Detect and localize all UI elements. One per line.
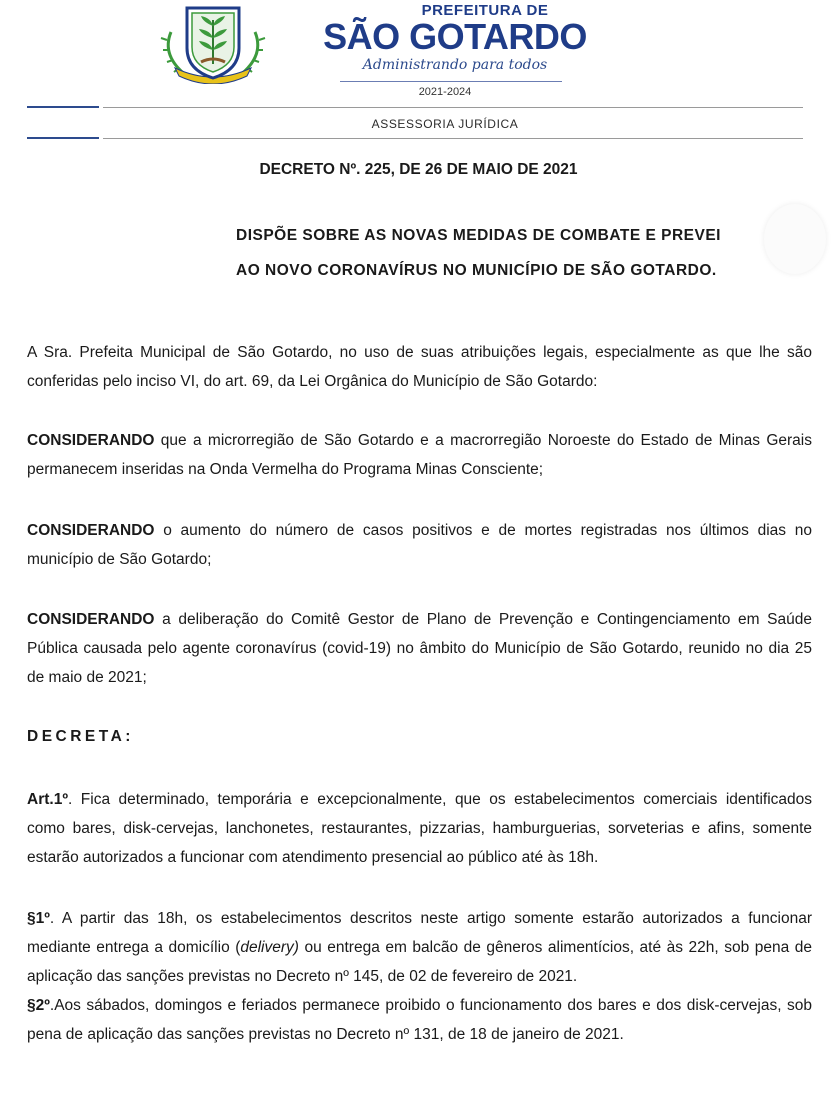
section-1-text-a: . A partir das 18h, os estabelecimentos descritos neste artigo somente estarão autorizados a funcionar mediante entrega a domicílio ( bbox=[27, 910, 812, 956]
brand-years: 2021-2024 bbox=[418, 86, 472, 98]
section-2-text: .Aos sábados, domingos e feriados permanece proibido o funcionamento dos bares e dos disk-cervejas, sob pena de aplicação das sanções previstas no Decreto nº 131, de 18 de janeiro de 2021. bbox=[27, 997, 812, 1043]
section-2-label: §2º bbox=[27, 997, 50, 1014]
article-1-label: Art.1º bbox=[27, 791, 68, 808]
section-1-label: §1º bbox=[27, 910, 50, 927]
brand-slogan: Administrando para todos bbox=[362, 57, 548, 73]
considerando-paragraph-2 bbox=[27, 516, 812, 574]
brand-block bbox=[290, 2, 620, 73]
article-1-paragraph bbox=[27, 785, 812, 872]
section-1-paragraph bbox=[27, 904, 812, 991]
header-rule-accent-top bbox=[27, 106, 99, 108]
header-rule-top bbox=[103, 107, 803, 108]
section-1-text-b: ou entrega em balcão de gêneros alimentícios, até às 22h, sob pena de aplicação das sanções previstas no Decreto nº 145, de 02 de fevereiro de 2021. bbox=[27, 939, 812, 985]
article-1-text: . Fica determinado, temporária e excepcionalmente, que os estabelecimentos comerciais identificados como bares, disk-cervejas, lanchonetes, restaurantes, pizzarias, hamburguerias, sorveterias e afins, somente estarão autorizados a funcionar com atendimento presencial ao público até às 18h. bbox=[27, 791, 812, 866]
considerando-label: CONSIDERANDO bbox=[27, 522, 155, 539]
considerando-text: o aumento do número de casos positivos e de mortes registradas nos últimos dias no município de São Gotardo; bbox=[27, 522, 812, 568]
considerando-label: CONSIDERANDO bbox=[27, 611, 155, 628]
considerando-paragraph-3 bbox=[27, 605, 812, 692]
decree-ementa bbox=[236, 218, 721, 288]
scan-artifact bbox=[764, 204, 826, 274]
ementa-line-1: DISPÕE SOBRE AS NOVAS MEDIDAS DE COMBATE E PREVEI bbox=[236, 227, 721, 244]
considerando-label: CONSIDERANDO bbox=[27, 432, 155, 449]
ementa-line-2: AO NOVO CORONAVÍRUS NO MUNICÍPIO DE SÃO GOTARDO. bbox=[236, 262, 717, 279]
brand-top-text: PREFEITURA DE bbox=[421, 2, 549, 19]
header-rule-bottom bbox=[103, 138, 803, 139]
considerando-text: a deliberação do Comitê Gestor de Plano de Prevenção e Contingenciamento em Saúde Pública causada pelo agente coronavírus (covid-19) no âmbito do Município de São Gotardo, reunido no dia 25 de maio de 2021; bbox=[27, 611, 812, 686]
decreta-heading: DECRETA: bbox=[27, 728, 134, 745]
section-2-paragraph bbox=[27, 991, 812, 1049]
section-1-italic: delivery) bbox=[240, 939, 299, 956]
slogan-divider bbox=[340, 81, 562, 82]
coat-of-arms-logo bbox=[157, 4, 269, 84]
considerando-paragraph-1 bbox=[27, 426, 812, 484]
preamble-paragraph: A Sra. Prefeita Municipal de São Gotardo, no uso de suas atribuições legais, especialmente as que lhe são conferidas pelo inciso VI, do art. 69, da Lei Orgânica do Município de São Gotardo: bbox=[27, 344, 812, 390]
considerando-text: que a microrregião de São Gotardo e a macrorregião Noroeste do Estado de Minas Gerais permanecem inseridas na Onda Vermelha do Programa Minas Consciente; bbox=[27, 432, 812, 478]
header-rule-accent-bottom bbox=[27, 137, 99, 139]
department-label: ASSESSORIA JURÍDICA bbox=[371, 117, 519, 131]
decree-title: DECRETO Nº. 225, DE 26 DE MAIO DE 2021 bbox=[259, 161, 578, 178]
brand-name: SÃO GOTARDO bbox=[323, 16, 587, 57]
